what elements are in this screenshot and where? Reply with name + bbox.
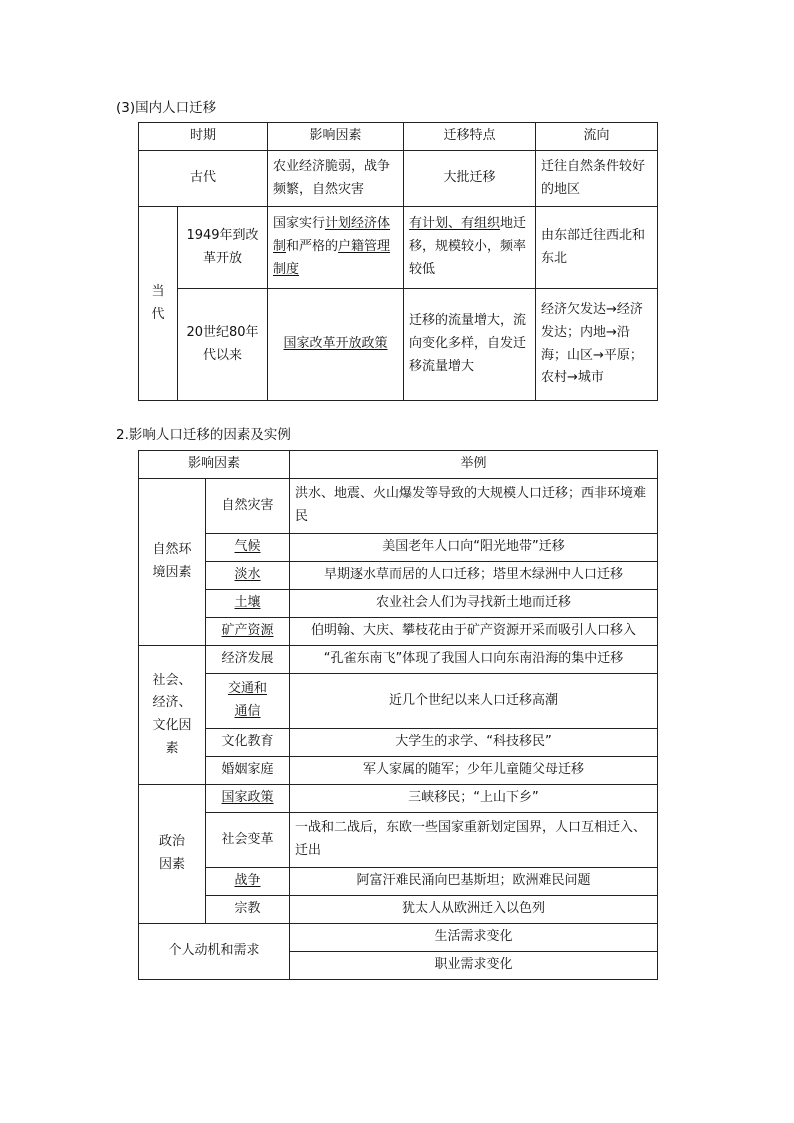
table-row (139, 646, 658, 674)
group-political: 政治因素 (139, 785, 206, 924)
table-row (139, 151, 658, 207)
feature-text: 地迁移，规模较小，频率较低 (409, 216, 527, 277)
feature-ancient: 大批迁移 (404, 151, 536, 207)
table-row (139, 207, 658, 289)
header-feature: 迁移特点 (404, 123, 536, 151)
example-cell: 一战和二战后，东欧一些国家重新划定国界，人口互相迁入、迁出 (290, 813, 658, 868)
factor-text: 国家实行 (273, 216, 326, 232)
migration-factors-table (138, 450, 658, 980)
example-cell: 军人家属的随军；少年儿童随父母迁移 (290, 757, 658, 785)
example-cell: 生活需求变化 (290, 924, 658, 952)
example-cell: 大学生的求学、“科技移民” (290, 729, 658, 757)
table-row (139, 674, 658, 729)
table-header-row (139, 451, 658, 479)
header-flow: 流向 (536, 123, 658, 151)
factor-cell: 社会变革 (206, 813, 290, 868)
group-natural: 自然环境因素 (139, 479, 206, 646)
factor-underlined: 户籍管理制度 (273, 239, 391, 277)
header-period: 时期 (139, 123, 268, 151)
header-example: 举例 (290, 451, 658, 479)
example-cell: 三峡移民；“上山下乡” (290, 785, 658, 813)
period-ancient: 古代 (139, 151, 268, 207)
example-cell: “孔雀东南飞”体现了我国人口向东南沿海的集中迁移 (290, 646, 658, 674)
table-row (139, 868, 658, 896)
factor-ancient: 农业经济脆弱，战争频繁，自然灾害 (268, 151, 404, 207)
example-cell: 洪水、地震、火山爆发等导致的大规模人口迁移；西非环境难民 (290, 479, 658, 534)
table-row (139, 534, 658, 562)
table-row (139, 785, 658, 813)
table-row (139, 479, 658, 534)
factor-cell: 土壤 (206, 590, 290, 618)
feature-1980: 迁移的流量增大，流向变化多样，自发迁移流量增大 (404, 289, 536, 401)
factor-cell: 宗教 (206, 896, 290, 924)
modern-period-label (139, 207, 178, 401)
example-cell: 农业社会人们为寻找新土地而迁移 (290, 590, 658, 618)
modern-label-char: 代 (151, 306, 165, 322)
factor-cell: 婚姻家庭 (206, 757, 290, 785)
example-cell: 职业需求变化 (290, 952, 658, 980)
example-cell: 伯明翰、大庆、攀枝花由于矿产资源开采而吸引人口移入 (290, 618, 658, 646)
table-row (139, 757, 658, 785)
example-cell: 美国老年人口向“阳光地带”迁移 (290, 534, 658, 562)
period-1949: 1949年到改革开放 (178, 207, 268, 289)
factor-underlined: 计划经济体制 (273, 216, 391, 255)
period-1980: 20世纪80年代以来 (178, 289, 268, 401)
domestic-migration-table (138, 122, 658, 401)
table-row (139, 729, 658, 757)
feature-underlined: 有计划、有组织 (409, 216, 501, 232)
example-cell: 犹太人从欧洲迁入以色列 (290, 896, 658, 924)
table-row (139, 562, 658, 590)
factor-text: 和严格的 (286, 239, 339, 255)
header-factor: 影响因素 (268, 123, 404, 151)
example-cell: 近几个世纪以来人口迁移高潮 (290, 674, 658, 729)
table-header-row (139, 123, 658, 151)
section1-heading: (3)国内人口迁移 (116, 100, 217, 116)
example-cell: 阿富汗难民涌向巴基斯坦；欧洲难民问题 (290, 868, 658, 896)
factor-cell: 淡水 (206, 562, 290, 590)
factor-cell: 交通和通信 (206, 674, 290, 729)
factor-cell: 战争 (206, 868, 290, 896)
flow-ancient: 迁往自然条件较好的地区 (536, 151, 658, 207)
table-row (139, 289, 658, 401)
factor-1980: 国家改革开放政策 (268, 289, 404, 401)
section2-heading: 2.影响人口迁移的因素及实例 (116, 427, 291, 443)
factor-cell: 国家政策 (206, 785, 290, 813)
factor-cell: 气候 (206, 534, 290, 562)
table-row (139, 590, 658, 618)
group-personal: 个人动机和需求 (139, 924, 290, 980)
table-row (139, 813, 658, 868)
table-row (139, 924, 658, 952)
flow-1949: 由东部迁往西北和东北 (536, 207, 658, 289)
table-row (139, 896, 658, 924)
example-cell: 早期逐水草而居的人口迁移；塔里木绿洲中人口迁移 (290, 562, 658, 590)
factor-1949 (268, 207, 404, 289)
flow-1980: 经济欠发达→经济发达；内地→沿海；山区→平原；农村→城市 (536, 289, 658, 401)
factor-cell: 文化教育 (206, 729, 290, 757)
factor-cell: 自然灾害 (206, 479, 290, 534)
factor-cell: 经济发展 (206, 646, 290, 674)
group-social: 社会、经济、文化因素 (139, 646, 206, 785)
feature-1949 (404, 207, 536, 289)
modern-label-char: 当 (151, 283, 165, 299)
table-row (139, 618, 658, 646)
header-factor: 影响因素 (139, 451, 290, 479)
factor-cell: 矿产资源 (206, 618, 290, 646)
